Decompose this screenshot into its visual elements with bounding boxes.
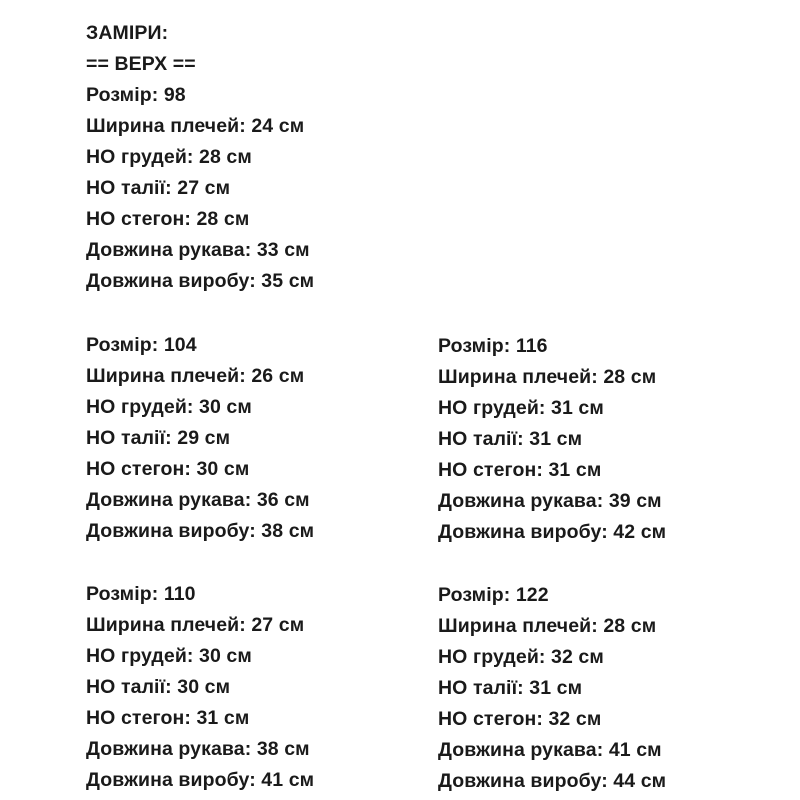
shoulder-width: Ширина плечей: 24 см	[86, 115, 305, 137]
chest-girth: НО грудей: 30 см	[86, 396, 252, 418]
hip-girth: НО стегон: 28 см	[86, 208, 250, 230]
size-label: Розмір: 104	[86, 334, 197, 356]
sleeve-length: Довжина рукава: 38 см	[86, 738, 310, 760]
sleeve-length: Довжина рукава: 36 см	[86, 489, 310, 511]
garment-length: Довжина виробу: 41 см	[86, 769, 315, 791]
waist-girth: НО талії: 31 см	[438, 677, 583, 699]
section-label-top: == ВЕРХ ==	[86, 53, 196, 75]
shoulder-width: Ширина плечей: 28 см	[438, 615, 657, 637]
shoulder-width: Ширина плечей: 26 см	[86, 365, 305, 387]
waist-girth: НО талії: 27 см	[86, 177, 231, 199]
size-label: Розмір: 98	[86, 84, 186, 106]
chest-girth: НО грудей: 30 см	[86, 645, 252, 667]
sleeve-length: Довжина рукава: 41 см	[438, 739, 662, 761]
garment-length: Довжина виробу: 35 см	[86, 270, 315, 292]
chest-girth: НО грудей: 28 см	[86, 146, 252, 168]
size-label: Розмір: 122	[438, 584, 549, 606]
hip-girth: НО стегон: 32 см	[438, 708, 602, 730]
hip-girth: НО стегон: 31 см	[438, 459, 602, 481]
sleeve-length: Довжина рукава: 33 см	[86, 239, 310, 261]
garment-length: Довжина виробу: 42 см	[438, 521, 667, 543]
waist-girth: НО талії: 30 см	[86, 676, 231, 698]
size-label: Розмір: 116	[438, 335, 548, 357]
measurements-heading: ЗАМІРИ:	[86, 22, 169, 44]
chest-girth: НО грудей: 32 см	[438, 646, 604, 668]
garment-length: Довжина виробу: 38 см	[86, 520, 315, 542]
hip-girth: НО стегон: 31 см	[86, 707, 250, 729]
hip-girth: НО стегон: 30 см	[86, 458, 250, 480]
waist-girth: НО талії: 31 см	[438, 428, 583, 450]
shoulder-width: Ширина плечей: 27 см	[86, 614, 305, 636]
shoulder-width: Ширина плечей: 28 см	[438, 366, 657, 388]
size-label: Розмір: 110	[86, 583, 196, 605]
garment-length: Довжина виробу: 44 см	[438, 770, 667, 792]
waist-girth: НО талії: 29 см	[86, 427, 231, 449]
sleeve-length: Довжина рукава: 39 см	[438, 490, 662, 512]
chest-girth: НО грудей: 31 см	[438, 397, 604, 419]
